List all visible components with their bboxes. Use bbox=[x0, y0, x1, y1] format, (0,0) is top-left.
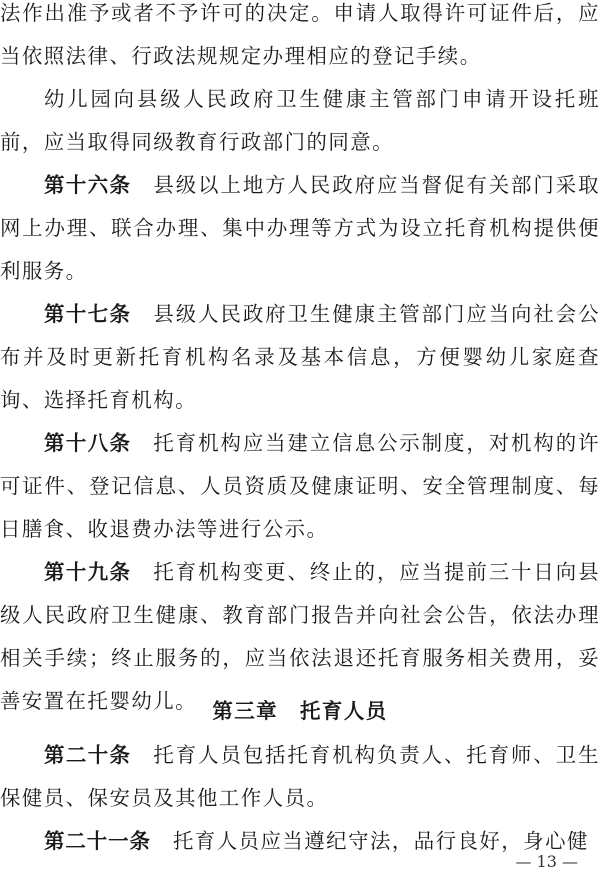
article-number: 第十六条 bbox=[44, 173, 132, 197]
article-number: 第二十条 bbox=[44, 743, 132, 767]
article-number: 第十八条 bbox=[44, 431, 132, 455]
article-21 bbox=[0, 820, 600, 863]
paragraph-kindergarten-nursery bbox=[0, 78, 600, 164]
article-text: 托育机构应当建立信息公示制度，对机构的许可证件、登记信息、人员资质及健康证明、安全管理制度、每日膳食、收退费办法等进行公示。 bbox=[0, 431, 600, 541]
article-text: 托育人员包括托育机构负责人、托育师、卫生保健员、保安员及其他工作人员。 bbox=[0, 743, 600, 810]
article-text: 托育人员应当遵纪守法，品行良好，身心健 bbox=[172, 829, 589, 853]
chapter-heading bbox=[0, 695, 600, 724]
article-number: 第十七条 bbox=[44, 302, 132, 326]
page-number: — 13 — bbox=[515, 852, 578, 871]
paragraph-text: 法作出准予或者不予许可的决定。申请人取得许可证件后，应当依照法律、行政法规规定办理相应的登记手续。 bbox=[0, 1, 600, 68]
article-20 bbox=[0, 734, 600, 820]
paragraph-continued bbox=[0, 0, 600, 78]
article-18 bbox=[0, 422, 600, 551]
chapter-title: 托育人员 bbox=[300, 699, 388, 723]
article-number: 第十九条 bbox=[44, 560, 132, 584]
paragraph-text: 幼儿园向县级人民政府卫生健康主管部门申请开设托班前，应当取得同级教育行政部门的同意。 bbox=[0, 87, 600, 154]
article-text: 县级人民政府卫生健康主管部门应当向社会公布并及时更新托育机构名录及基本信息，方便婴幼儿家庭查询、选择托育机构。 bbox=[0, 302, 600, 412]
article-17 bbox=[0, 293, 600, 422]
article-text: 托育机构变更、终止的，应当提前三十日向县级人民政府卫生健康、教育部门报告并向社会公告，依法办理相关手续；终止服务的，应当依法退还托育服务相关费用，妥善安置在托婴幼儿。 bbox=[0, 560, 600, 713]
article-16 bbox=[0, 164, 600, 293]
chapter-number: 第三章 bbox=[212, 699, 279, 723]
article-text: 县级以上地方人民政府应当督促有关部门采取网上办理、联合办理、集中办理等方式为设立托育机构提供便利服务。 bbox=[0, 173, 600, 283]
article-number: 第二十一条 bbox=[44, 829, 151, 853]
